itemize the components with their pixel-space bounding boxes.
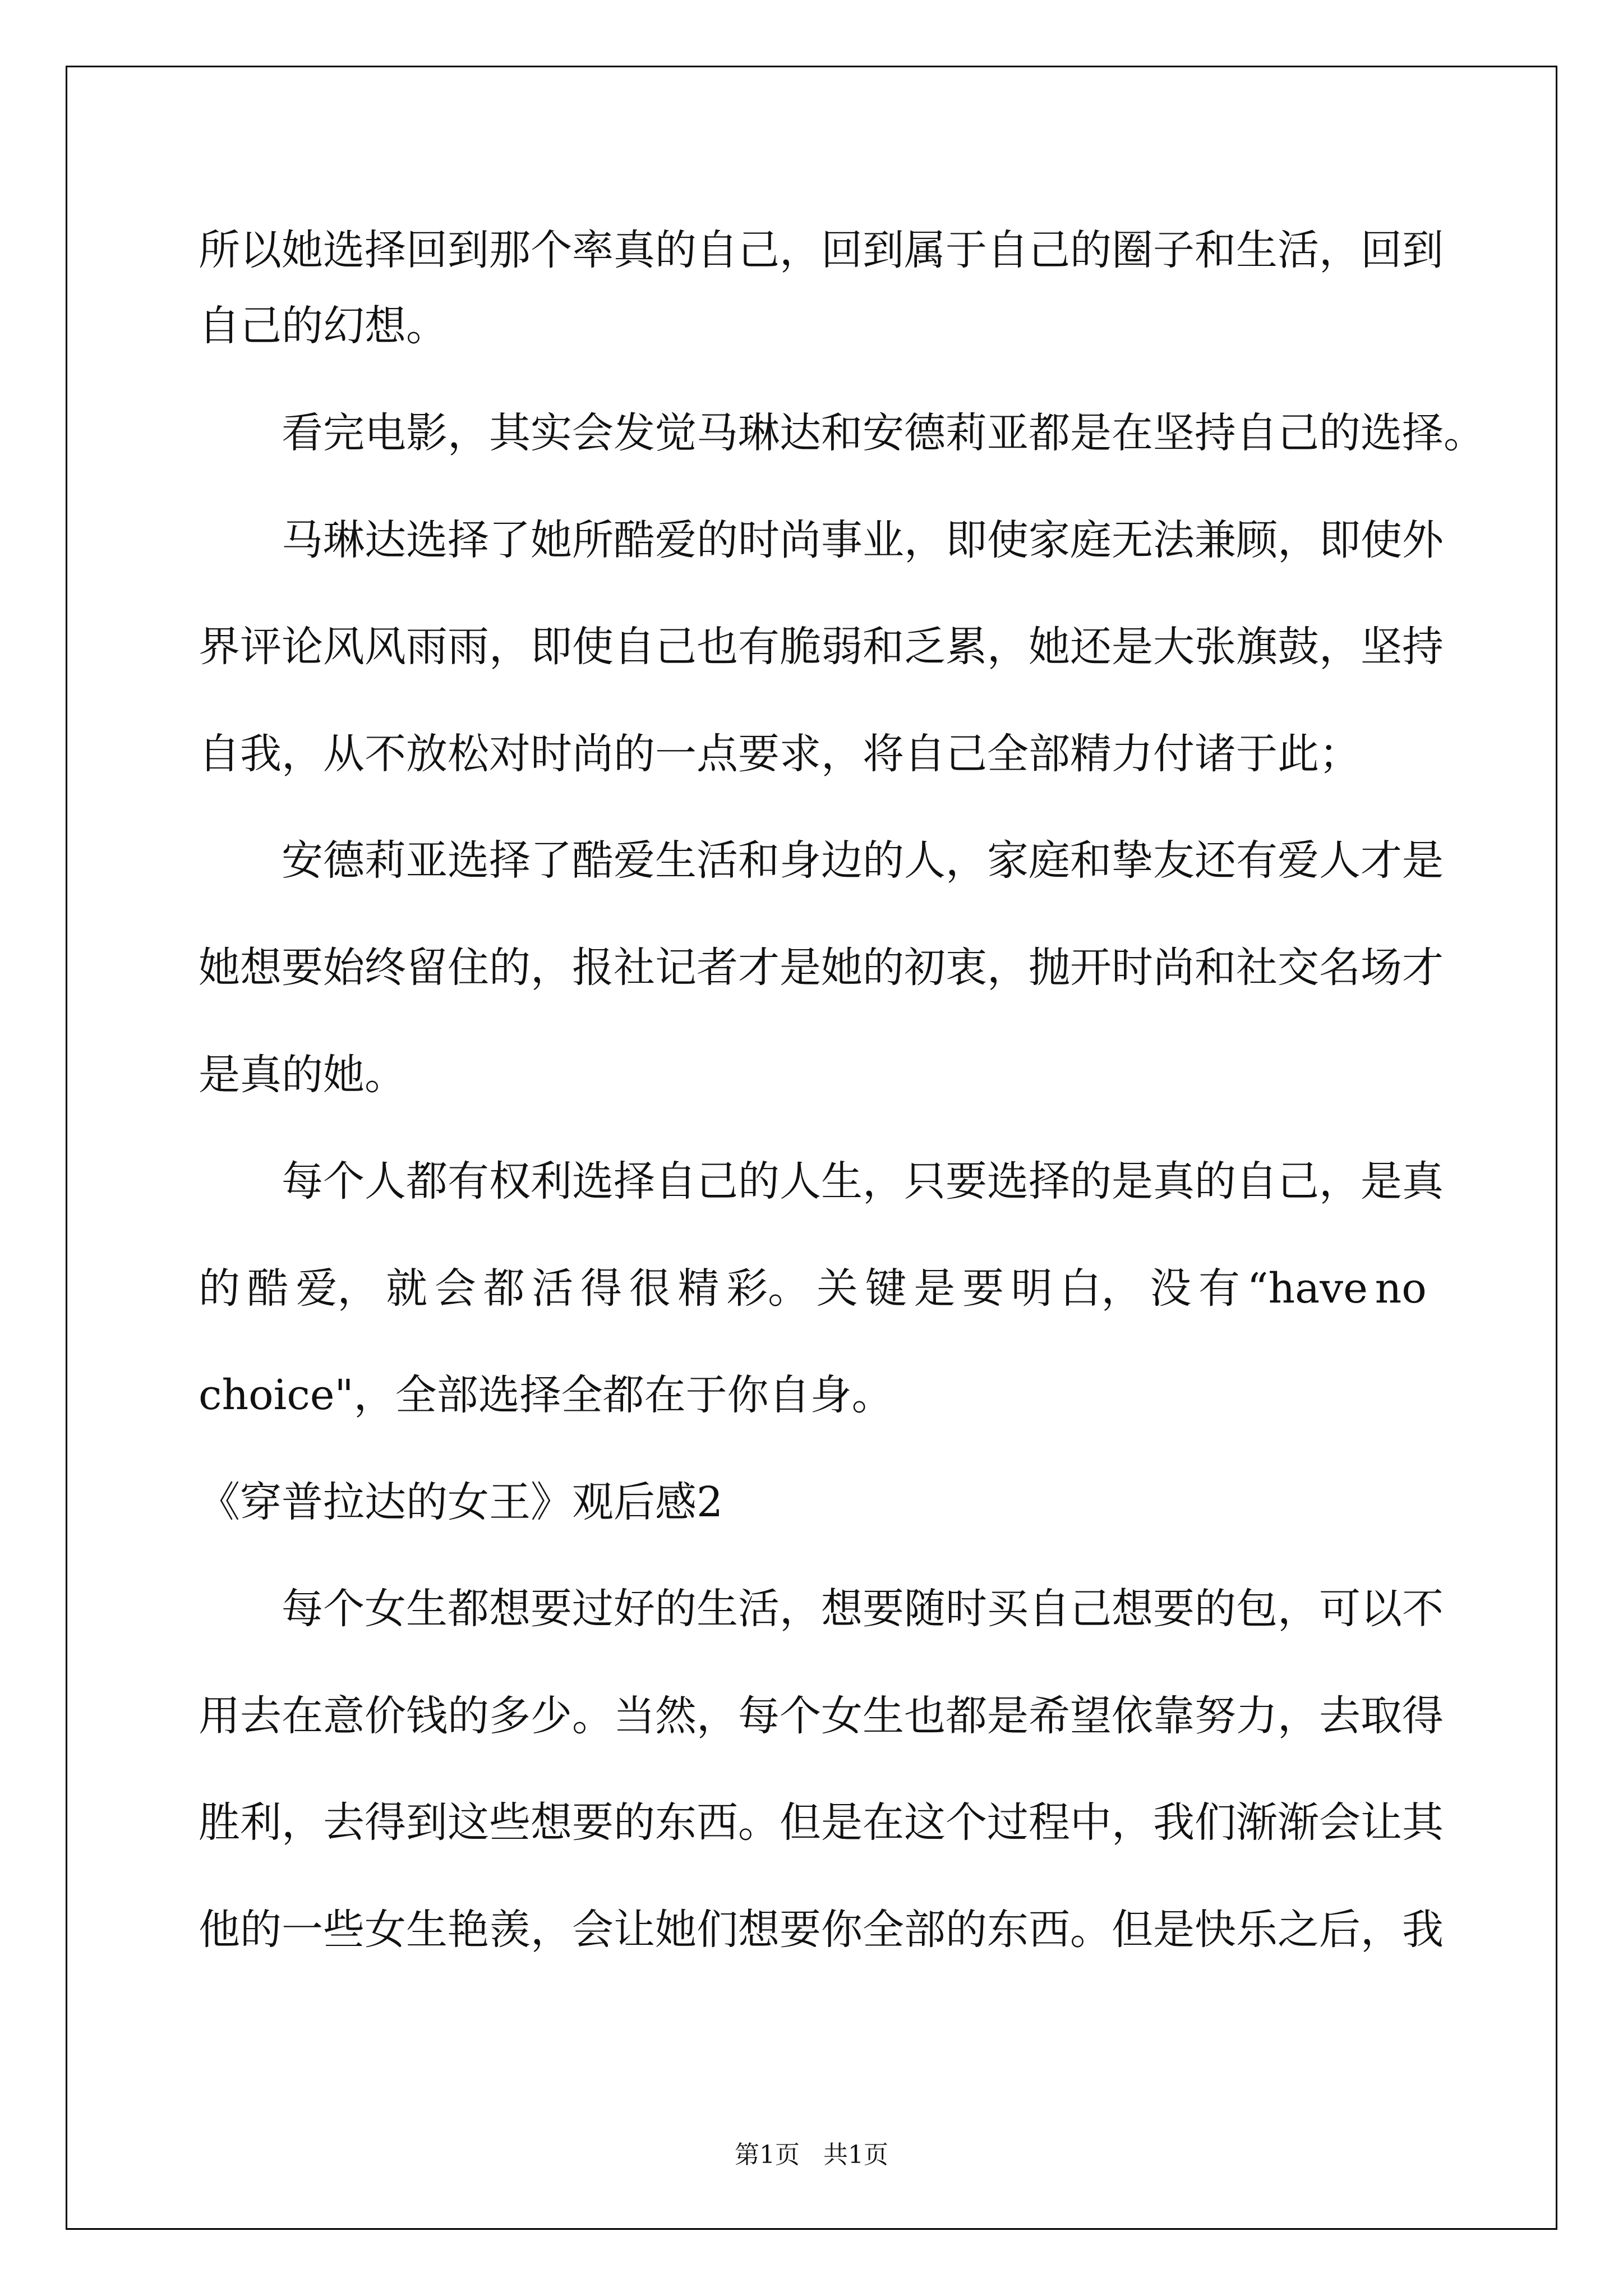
- body-line: 是真的她。: [199, 1051, 406, 1099]
- word: 精: [677, 1264, 720, 1313]
- body-line: choice"，全部选择全都在于你自身。: [199, 1371, 893, 1419]
- word: 活: [532, 1264, 574, 1313]
- body-line: 安德莉亚选择了酷爱生活和身边的人，家庭和挚友还有爱人才是: [282, 836, 1444, 885]
- body-line: 他的一些女生艳羡，会让她们想要你全部的东西。但是快乐之后，我: [199, 1906, 1444, 1954]
- word: 彩。: [726, 1264, 810, 1313]
- word: 要: [962, 1264, 1004, 1313]
- word: no: [1375, 1264, 1427, 1313]
- section-heading: 《穿普拉达的女王》观后感2: [199, 1478, 723, 1526]
- word: 白，: [1059, 1264, 1143, 1313]
- body-line-justified: [199, 1264, 1427, 1313]
- word: 得: [580, 1264, 623, 1313]
- word: 很: [629, 1264, 671, 1313]
- body-line: 她想要始终留住的，报社记者才是她的初衷，抛开时尚和社交名场才: [199, 944, 1444, 992]
- word: 是: [914, 1264, 956, 1313]
- body-line: 马琳达选择了她所酷爱的时尚事业，即使家庭无法兼顾，即使外: [282, 516, 1444, 564]
- word: “have: [1247, 1264, 1368, 1313]
- body-line: 界评论风风雨雨，即使自己也有脆弱和乏累，她还是大张旗鼓，坚持: [199, 623, 1444, 671]
- word: 酷: [247, 1264, 289, 1313]
- body-line: 看完电影，其实会发觉马琳达和安德莉亚都是在坚持自己的选择。: [282, 409, 1485, 457]
- body-line: 每个女生都想要过好的生活，想要随时买自己想要的包，可以不: [282, 1585, 1444, 1633]
- word: 明: [1011, 1264, 1053, 1313]
- body-line: 所以她选择回到那个率真的自己，回到属于自己的圈子和生活，回到: [199, 226, 1444, 274]
- word: 都: [483, 1264, 525, 1313]
- body-line: 自己的幻想。: [199, 302, 448, 350]
- body-line: 用去在意价钱的多少。当然，每个女生也都是希望依靠努力，去取得: [199, 1692, 1444, 1740]
- page-footer: 第1页 共1页: [735, 2141, 888, 2169]
- word: 就: [386, 1264, 428, 1313]
- word: 的: [199, 1264, 240, 1313]
- body-line: 每个人都有权利选择自己的人生，只要选择的是真的自己，是真: [282, 1157, 1444, 1205]
- body-line: 胜利，去得到这些想要的东西。但是在这个过程中，我们渐渐会让其: [199, 1798, 1444, 1847]
- word: 键: [865, 1264, 907, 1313]
- word: 有: [1198, 1264, 1240, 1313]
- word: 没: [1150, 1264, 1192, 1313]
- word: 爱，: [296, 1264, 379, 1313]
- word: 关: [816, 1264, 858, 1313]
- word: 会: [434, 1264, 476, 1313]
- body-line: 自我，从不放松对时尚的一点要求，将自己全部精力付诸于此；: [199, 730, 1361, 778]
